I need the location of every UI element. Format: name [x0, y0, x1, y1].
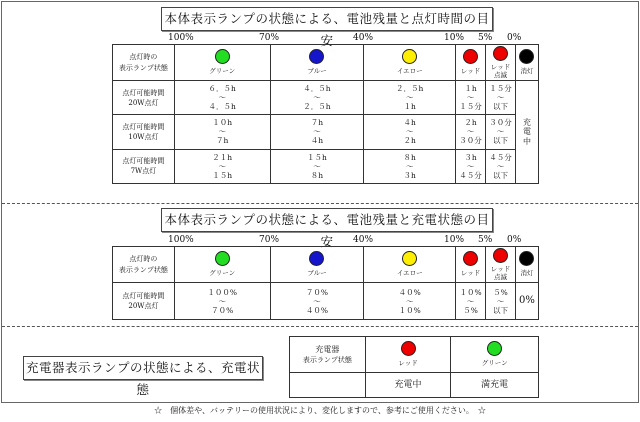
row-header-2: 点灯時の 表示ランプ状態 [113, 247, 175, 283]
section2-title: 本体表示ランプの状態による、電池残量と充電状態の目安 [161, 208, 493, 232]
cell-7w-red: ３h 〜 ４５分 [456, 149, 486, 183]
pct-70: 70% [259, 33, 280, 43]
cell2-blink: ５% 〜 以下 [486, 283, 516, 320]
lamp2-yellow: イエロー [364, 247, 456, 283]
cell2-red: １０% 〜 ５% [456, 283, 486, 320]
charger-header: 充電器 表示ランプ状態 [290, 337, 366, 373]
cell-10w-blink: ３０分 〜 以下 [486, 115, 516, 149]
lamp2-off: 消灯 [515, 247, 538, 283]
charger-empty [290, 373, 366, 398]
cell-10w-red: ２h 〜 ３０分 [456, 115, 486, 149]
state-charging: 充電中 [365, 373, 451, 398]
lamp-table-1 [112, 44, 539, 184]
yellow-lamp-icon [402, 49, 417, 64]
pct2-0: 0% [507, 235, 522, 245]
red-lamp-icon [401, 341, 416, 356]
cell-7w-blink: ４５分 〜 以下 [486, 149, 516, 183]
lamp-green: グリーン [174, 45, 270, 81]
section3-title: 充電器表示ランプの状態による、充電状態 [23, 356, 263, 380]
lamp2-red: レッド [456, 247, 486, 283]
lamp-off: 消灯 [515, 45, 538, 81]
cell-off-charging: 充 電 中 [515, 81, 538, 184]
section1-title: 本体表示ランプの状態による、電池残量と点灯時間の目安 [161, 7, 493, 31]
lamp-red: レッド [456, 45, 486, 81]
pct2-100: 100% [168, 235, 194, 245]
cell-20w-blue: ４．５h 〜 ２．５h [270, 81, 364, 115]
cell-20w-red: １h 〜 １５分 [456, 81, 486, 115]
yellow-lamp-icon [402, 251, 417, 266]
cell-10w-blue: ７h 〜 ４h [270, 115, 364, 149]
pct2-70: 70% [259, 235, 280, 245]
cell2-yellow: ４０% 〜 １０% [364, 283, 456, 320]
red-lamp-icon [463, 49, 478, 64]
cell-20w-green: ６．５h 〜 ４．５h [174, 81, 270, 115]
black-lamp-icon [519, 49, 534, 64]
pct-5: 5% [478, 33, 493, 43]
pct-0: 0% [507, 33, 522, 43]
cell-10w-yellow: ４h 〜 ２h [364, 115, 456, 149]
pct2-5: 5% [478, 235, 493, 245]
cell2-blue: ７０% 〜 ４０% [270, 283, 364, 320]
charger-green: グリーン [451, 337, 539, 373]
row2-label: 点灯可能時間 20W点灯 [113, 283, 175, 320]
row-label-20w: 点灯可能時間 20W点灯 [113, 81, 175, 115]
state-full: 満充電 [451, 373, 539, 398]
cell-20w-yellow: ２．５h 〜 １h [364, 81, 456, 115]
cell-10w-green: １０h 〜 ７h [174, 115, 270, 149]
pct2-40: 40% [353, 235, 374, 245]
pct-10: 10% [444, 33, 465, 43]
section-divider [2, 203, 638, 204]
pct-100: 100% [168, 33, 194, 43]
black-lamp-icon [519, 251, 534, 266]
lamp-yellow: イエロー [364, 45, 456, 81]
lamp-blue: ブルー [270, 45, 364, 81]
cell-7w-blue: １５h 〜 ８h [270, 149, 364, 183]
blue-lamp-icon [309, 49, 324, 64]
red-blink-lamp-icon [493, 248, 508, 263]
cell-20w-blink: １５分 〜 以下 [486, 81, 516, 115]
lamp-table-2 [112, 246, 539, 320]
section-divider-2 [2, 326, 638, 327]
cell2-green: １００% 〜 ７０% [174, 283, 270, 320]
pct-40: 40% [353, 33, 374, 43]
cell-7w-yellow: ８h 〜 ３h [364, 149, 456, 183]
row-label-10w: 点灯可能時間 10W点灯 [113, 115, 175, 149]
cell2-off: 0% [515, 283, 538, 320]
green-lamp-icon [215, 251, 230, 266]
lamp2-red-blink: レッド 点滅 [486, 247, 516, 283]
red-lamp-icon [463, 251, 478, 266]
green-lamp-icon [487, 341, 502, 356]
lamp2-green: グリーン [174, 247, 270, 283]
blue-lamp-icon [309, 251, 324, 266]
green-lamp-icon [215, 49, 230, 64]
cell-7w-green: ２１h 〜 １５h [174, 149, 270, 183]
footnote: ☆ 個体差や、バッテリーの使用状況により、変化しますので、参考にご使用ください。 ☆ [154, 406, 486, 415]
red-blink-lamp-icon [493, 46, 508, 61]
charger-table [289, 336, 539, 398]
row-header: 点灯時の 表示ランプ状態 [113, 45, 175, 81]
row-label-7w: 点灯可能時間 7W点灯 [113, 149, 175, 183]
lamp-red-blink: レッド 点滅 [486, 45, 516, 81]
lamp2-blue: ブルー [270, 247, 364, 283]
pct2-10: 10% [444, 235, 465, 245]
charger-red: レッド [365, 337, 451, 373]
